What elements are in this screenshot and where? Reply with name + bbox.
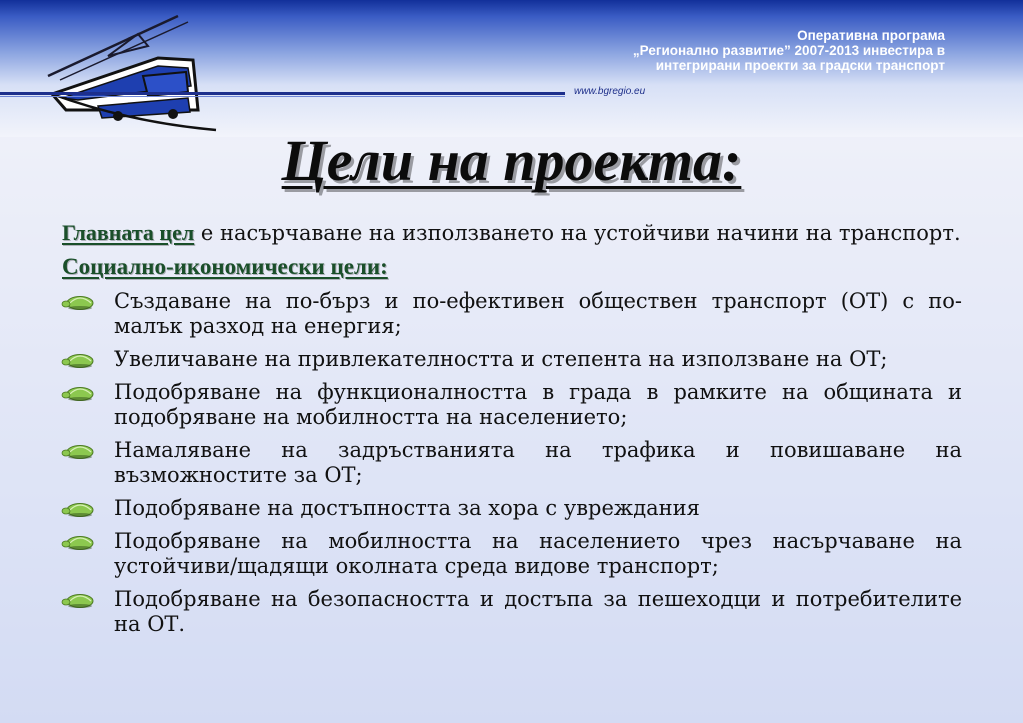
list-item: Увеличаване на привлекателността и степента на използване на ОТ; <box>62 347 962 372</box>
header-banner <box>0 0 1023 137</box>
turtle-bullet-icon <box>60 440 96 460</box>
program-caption <box>633 28 945 73</box>
slide-title: Цели на проекта: <box>281 128 742 193</box>
program-caption-line3: интегрирани проекти за градски транспорт <box>655 58 945 73</box>
socio-economic-heading: Социално-икономически цели: <box>62 254 388 279</box>
list-item: Подобряване на достъпността за хора с увреждания <box>62 496 962 521</box>
turtle-bullet-icon <box>60 498 96 518</box>
turtle-bullet-icon <box>60 349 96 369</box>
turtle-bullet-icon <box>60 382 96 402</box>
slide-content <box>62 219 962 645</box>
main-goal-text: е насърчаване на използването на устойчиви начини на транспорт. <box>194 221 961 245</box>
turtle-bullet-icon <box>60 531 96 551</box>
banner-divider <box>0 92 565 95</box>
program-url: www.bgregio.eu <box>574 86 646 97</box>
tram-icon <box>38 14 218 132</box>
goals-list <box>62 289 962 637</box>
list-item: Намаляване на задръстванията на трафика и повишаване на възможностите за ОТ; <box>62 438 962 488</box>
turtle-bullet-icon <box>60 589 96 609</box>
list-item: Подобряване на функционалността в града в рамките на общината и подобряване на мобилността на населението; <box>62 380 962 430</box>
program-caption-line1: Оперативна програма <box>797 28 945 43</box>
program-caption-line2: „Регионално развитие” 2007-2013 инвестира в <box>632 43 945 58</box>
banner-divider-thin <box>0 96 565 97</box>
turtle-bullet-icon <box>60 291 96 311</box>
list-item: Подобряване на мобилността на населението чрез насърчаване на устойчиви/щадящи околната среда видове транспорт; <box>62 529 962 579</box>
main-goal-label: Главната цел <box>62 220 195 245</box>
main-goal-paragraph <box>62 219 962 247</box>
list-item: Създаване на по-бърз и по-ефективен обществен транспорт (ОТ) с по-малък разход на енергия; <box>62 289 962 339</box>
list-item: Подобряване на безопасността и достъпа за пешеходци и потребителите на ОТ. <box>62 587 962 637</box>
